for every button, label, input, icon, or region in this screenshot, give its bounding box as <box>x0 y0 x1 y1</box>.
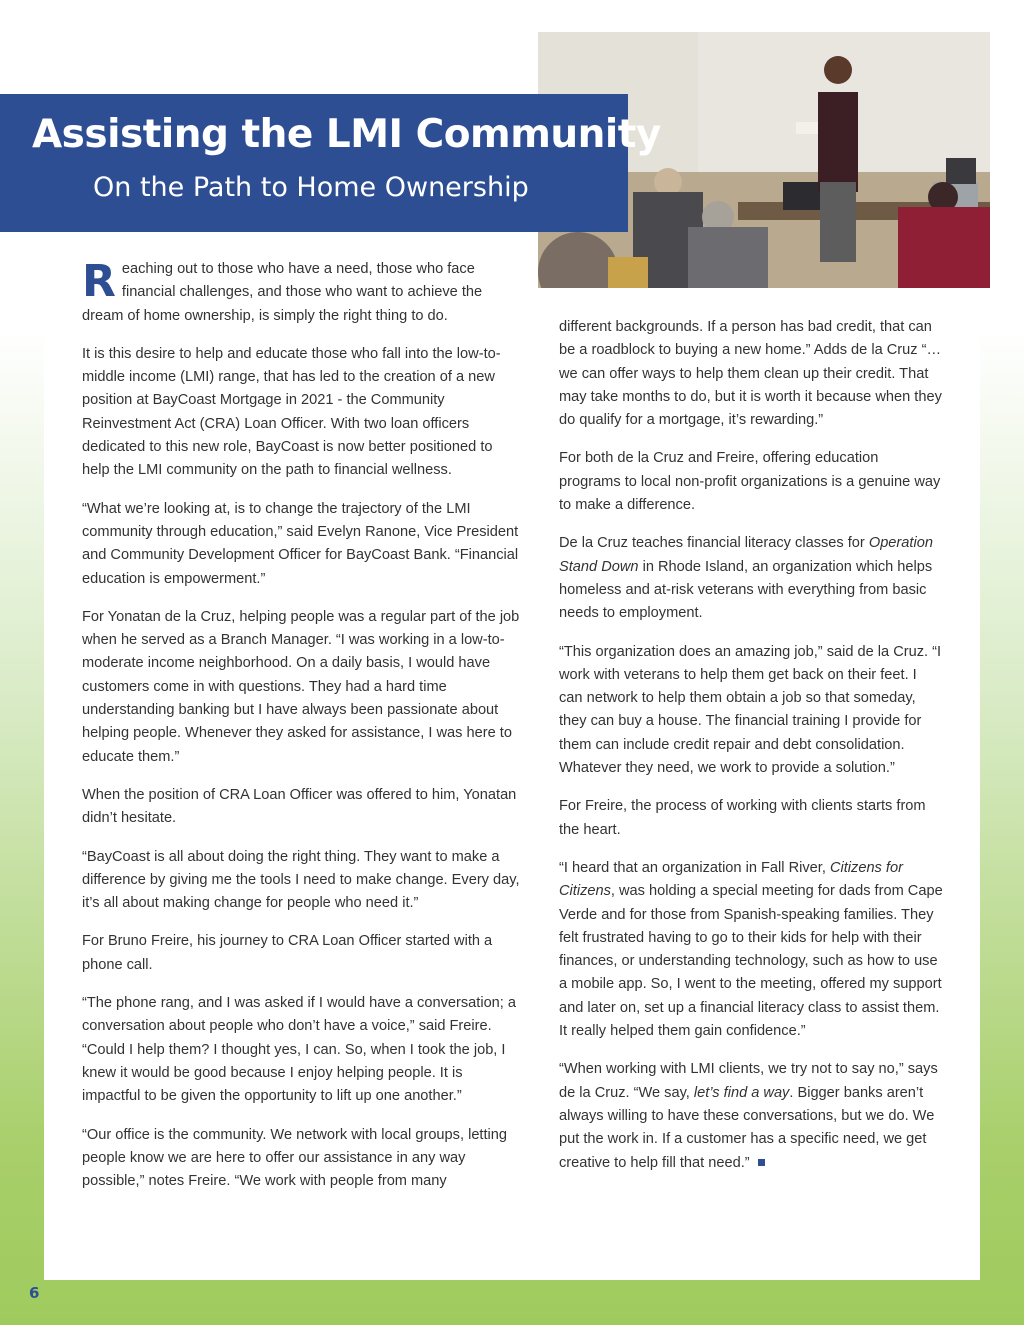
paragraph-3: “What we’re looking at, is to change the trajectory of the LMI community through education,” said Evelyn Ranone, Vice President and Community Development Officer for BayCoast Bank. “Financial education is empowerment.” <box>82 500 519 587</box>
emphasis-lets-find-a-way: let’s find a way <box>693 1084 790 1101</box>
title-banner <box>0 94 661 232</box>
article-subtitle: On the Path to Home Ownership <box>93 172 529 203</box>
paragraph-16: “When working with LMI clients, we try not to say no,” says de la Cruz. “We say, let’s find a way. Bigger banks aren’t always willing to have these conversations, but we do. We put the work in. If a customer has a specific need, we get creative to help fill that need.” <box>559 1061 938 1171</box>
paragraph-6: “BayCoast is all about doing the right thing. They want to make a difference by giving me the tools I need to make change. Every day, it’s all about making change for people who need it.” <box>82 848 520 912</box>
org-name-citizens-for-citizens: Citizens for Citizens <box>559 859 903 900</box>
paragraph-1: Reaching out to those who have a need, those who face financial challenges, and those who want to achieve the dream of home ownership, is simply the right thing to do. <box>82 256 483 324</box>
left-column <box>82 258 522 1208</box>
page-number: 6 <box>29 1284 40 1302</box>
paragraph-10: different backgrounds. If a person has bad credit, that can be a roadblock to buying a new home.” Adds de la Cruz “…we can offer ways to help them clean up their credit. That may take months to do, but it is worth it because when they do qualify for a mortgage, it’s rewarding.” <box>559 319 942 429</box>
paragraph-7: For Bruno Freire, his journey to CRA Loan Officer started with a phone call. <box>82 933 493 973</box>
paragraph-5: When the position of CRA Loan Officer was offered to him, Yonatan didn’t hesitate. <box>82 786 517 827</box>
org-name-operation-stand-down: Operation Stand Down <box>559 535 933 575</box>
paragraph-11: For both de la Cruz and Freire, offering education programs to local non-profit organizations is a genuine way to make a difference. <box>559 450 941 514</box>
right-column <box>559 316 943 1190</box>
paragraph-9: “Our office is the community. We network with local groups, letting people know we are here to offer our assistance in any way possible,” notes Freire. “We work with people from many <box>82 1126 508 1190</box>
drop-cap: R <box>82 256 116 307</box>
end-of-article-square-icon <box>758 1159 765 1166</box>
paragraph-13: “This organization does an amazing job,” said de la Cruz. “I work with veterans to help them get back on their feet. I can network to help them obtain a job so that someday, they can buy a house. The financial training I provide for them can include credit repair and debt consolidation. Whatever they need, we work to provide a solution.” <box>559 643 942 777</box>
paragraph-15: “I heard that an organization in Fall River, Citizens for Citizens, was holding a special meeting for dads from Cape Verde and for those from Spanish-speaking families. They felt frustrated having to go to their kids for help with their finances, or understanding technology, such as how to use a mobile app. So, I went to the meeting, offered my support and later on, set up a financial literacy class to assist them. It really helped them gain confidence.” <box>559 859 943 1040</box>
article-title: Assisting the LMI Community <box>32 112 661 157</box>
paragraph-4: For Yonatan de la Cruz, helping people was a regular part of the job when he served as a Branch Manager. “I was working in a low-to-moderate income neighborhood. On a daily basis, I would have customers come in with questions. They had a hard time understanding banking but I have always been passionate about helping people. Whenever they asked for assistance, I was here to educate them.” <box>82 608 520 765</box>
paragraph-14: For Freire, the process of working with clients starts from the heart. <box>559 798 926 838</box>
paragraph-2: It is this desire to help and educate those who fall into the low-to-middle income (LMI) range, that has led to the creation of a new position at BayCoast Mortgage in 2021 - the Community Reinvestment Act (CRA) Loan Officer. With two loan officers dedicated to this new role, BayCoast is now better positioned to help the LMI community on the path to financial wellness. <box>82 345 501 479</box>
paragraph-8: “The phone rang, and I was asked if I would have a conversation; a conversation about people who don’t have a voice,” said Freire. “Could I help them? I thought yes, I can. So, when I took the job, I knew it would be good because I enjoy helping people. It is impactful to be given the opportunity to lift up one another.” <box>82 995 517 1105</box>
paragraph-12: De la Cruz teaches financial literacy classes for Operation Stand Down in Rhode Island, an organization which helps homeless and at-risk veterans with everything from basic needs to employment. <box>559 535 933 622</box>
